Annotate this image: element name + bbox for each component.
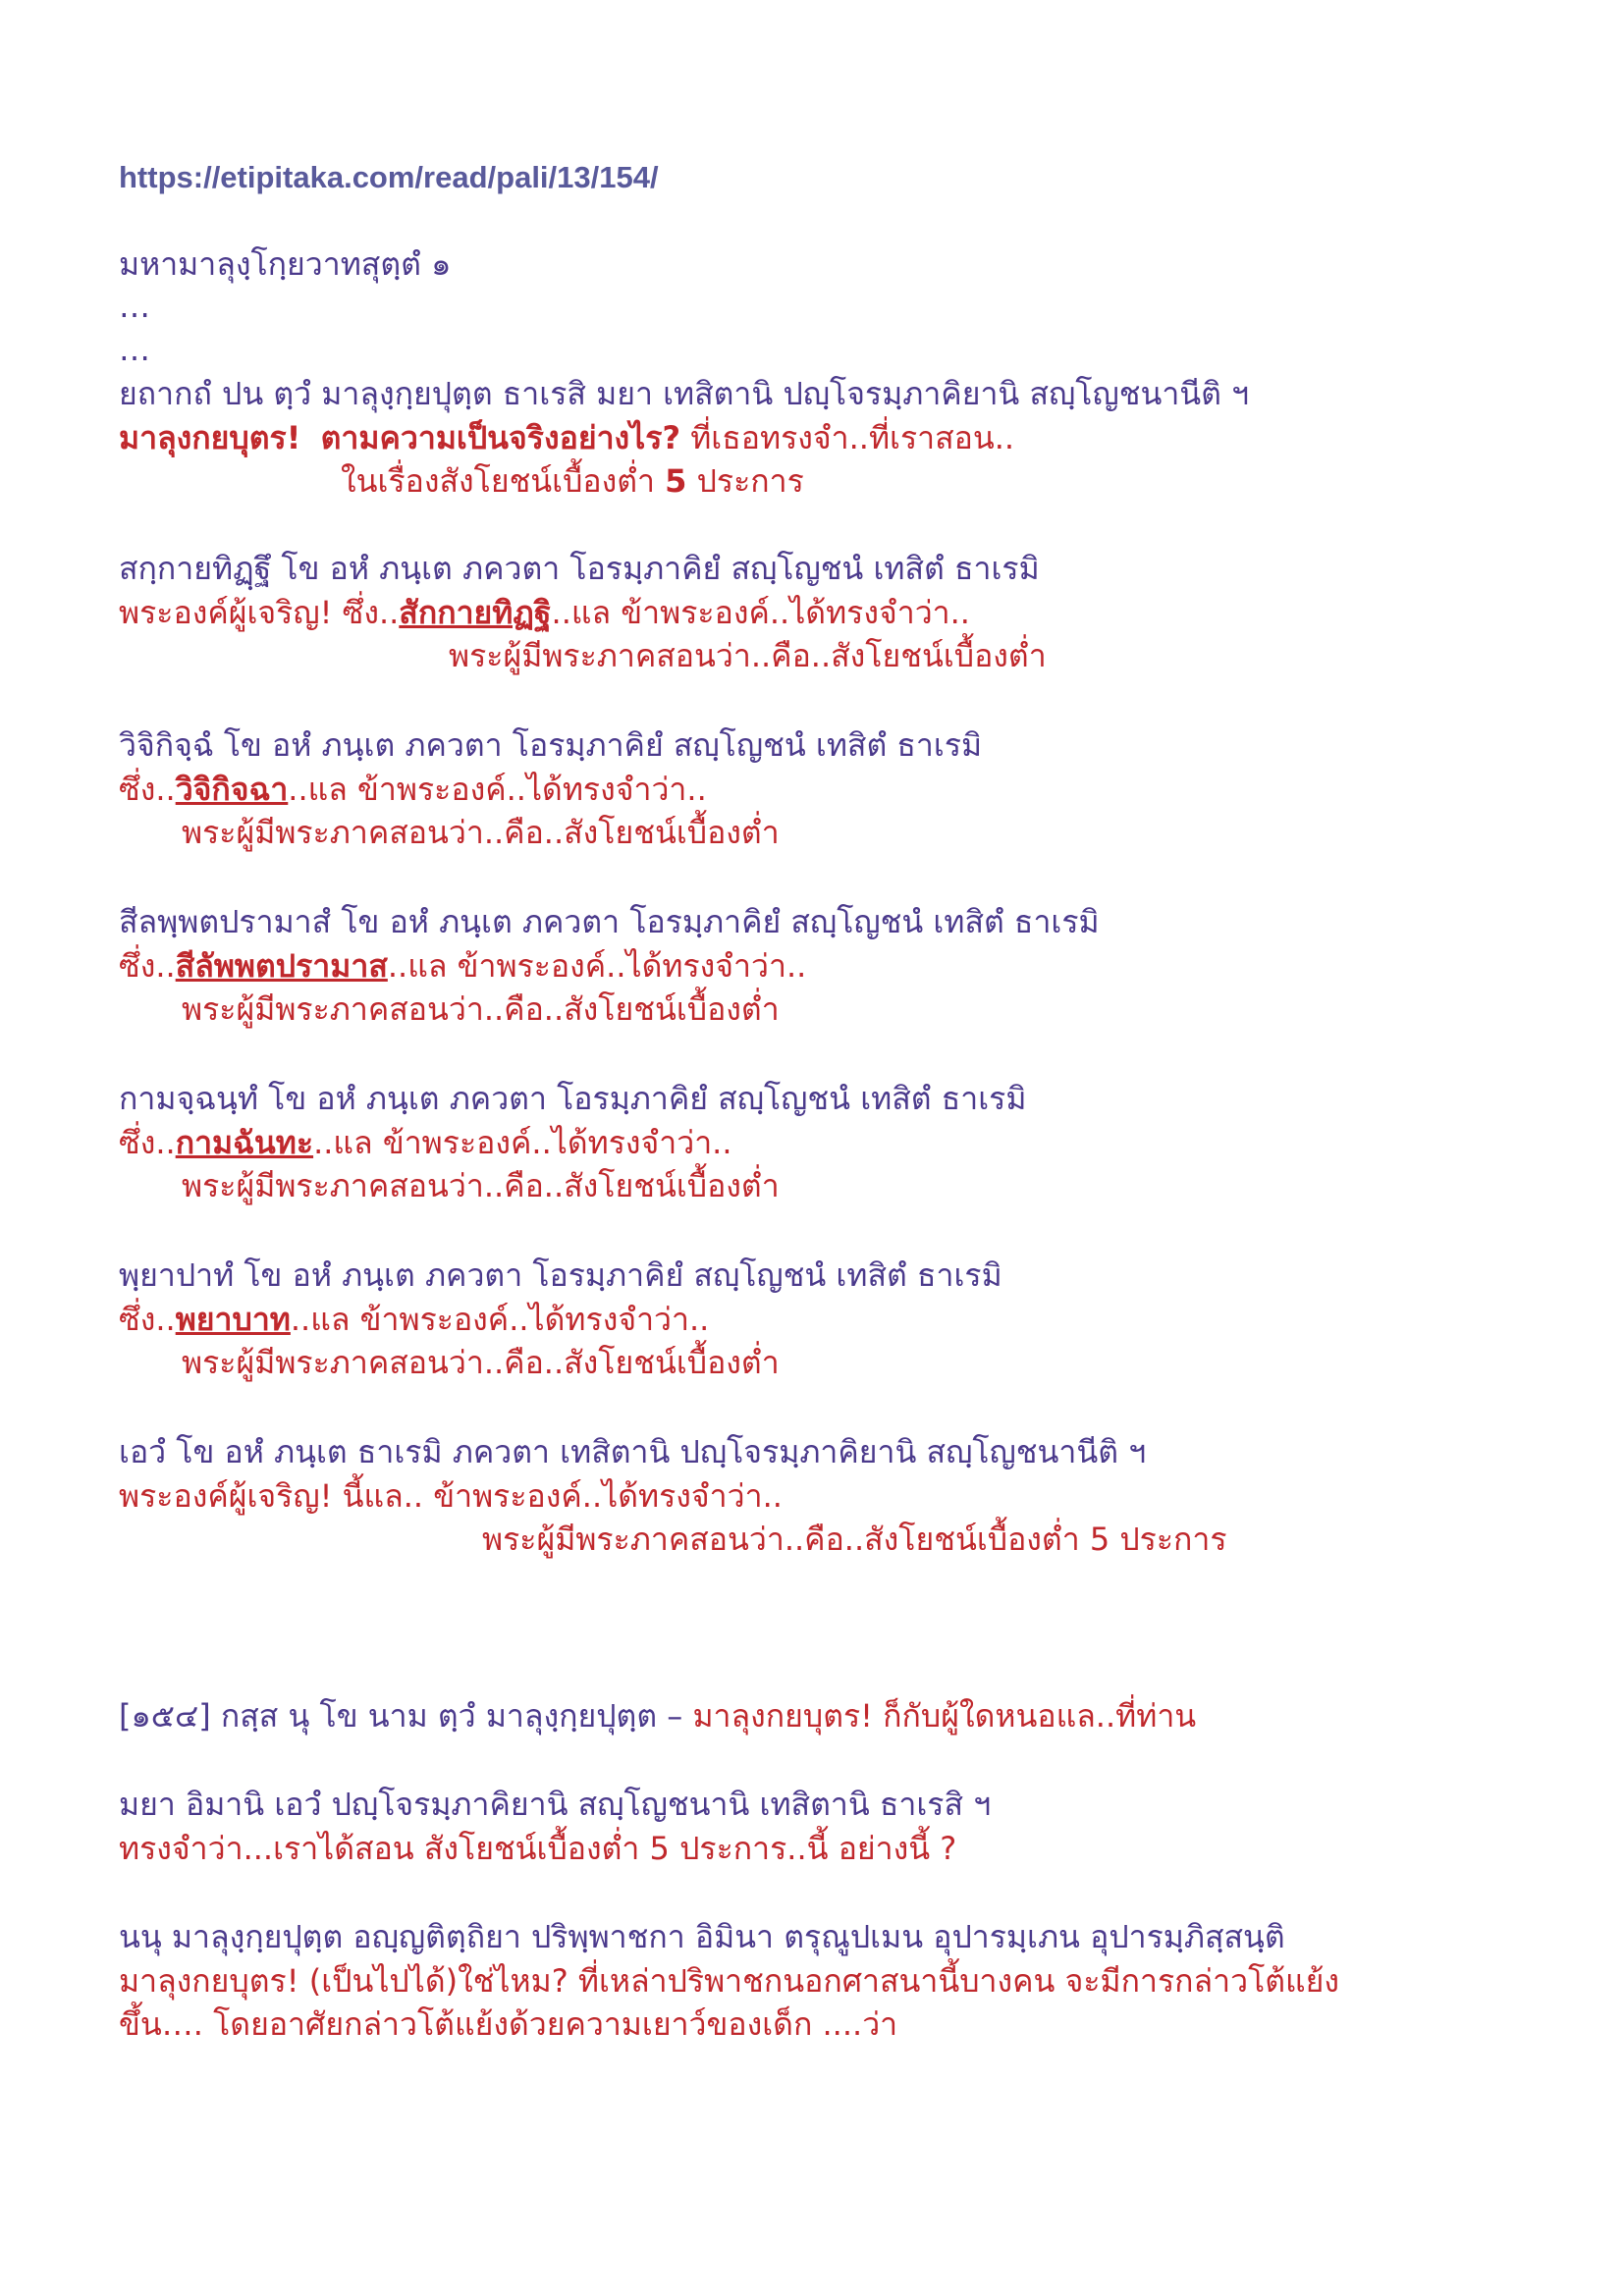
item-suffix: ..แล ข้าพระองค์..ได้ทรงจำว่า.. xyxy=(387,947,807,985)
ellipsis: … xyxy=(119,288,150,325)
item-suffix: ..แล ข้าพระองค์..ได้ทรงจำว่า.. xyxy=(551,594,970,631)
item-suffix: ..แล ข้าพระองค์..ได้ทรงจำว่า.. xyxy=(290,1301,710,1338)
section-154-pali: [๑๕๔] กสฺส นุ โข นาม ตฺวํ มาลุงฺกฺยปุตฺต – xyxy=(119,1697,683,1735)
item-thai xyxy=(119,594,970,631)
intro-thai-number: 5 xyxy=(665,462,687,500)
item-thai xyxy=(119,771,707,808)
summary-thai-line2: พระผู้มีพระภาคสอนว่า..คือ..สังโยชน์เบื้องต่ำ 5 ประการ xyxy=(482,1521,1227,1558)
para3-thai: มาลุงกยบุตร! (เป็นไปได้)ใช่ไหม? ที่เหล่าปริพาชกนอกศาสนานี้บางคน จะมีการกล่าวโต้แย้ง xyxy=(119,1962,1340,2000)
section-154-thai: มาลุงกยบุตร! ก็กับผู้ใดหนอแล..ที่ท่าน xyxy=(692,1697,1197,1735)
item-thai xyxy=(119,947,807,985)
item-prefix: พระองค์ผู้เจริญ! ซึ่ง.. xyxy=(119,594,400,631)
item-pali: วิจิกิจฺฉํ โข อหํ ภนฺเต ภควตา โอรมฺภาคิยํ สญฺโญชนํ เทสิตํ ธาเรมิ xyxy=(119,726,983,764)
item-term: กามฉันทะ xyxy=(175,1124,314,1161)
summary-thai: พระองค์ผู้เจริญ! นี้แล.. ข้าพระองค์..ได้ทรงจำว่า.. xyxy=(119,1477,783,1515)
para3-thai-line2: ขึ้น…. โดยอาศัยกล่าวโต้แย้งด้วยความเยาว์ของเด็ก ....ว่า xyxy=(119,2005,898,2043)
intro-thai-topic: ในเรื่องสังโยชน์เบื้องต่ำ xyxy=(341,462,655,500)
item-thai xyxy=(119,1124,732,1161)
item-suffix: ..แล ข้าพระองค์..ได้ทรงจำว่า.. xyxy=(288,771,707,808)
sutta-title: มหามาลุงฺโกฺยวาทสุตฺตํ ๑ xyxy=(119,245,452,283)
item-prefix: ซึ่ง.. xyxy=(119,947,176,985)
item-suffix: ..แล ข้าพระองค์..ได้ทรงจำว่า.. xyxy=(313,1124,732,1161)
para2-thai: ทรงจำว่า...เราได้สอน สังโยชน์เบื้องต่ำ 5 ประการ..นี้ อย่างนี้ ? xyxy=(119,1830,957,1867)
item-pali: สกฺกายทิฏฺฐึ โข อหํ ภนฺเต ภควตา โอรมฺภาคิยํ สญฺโญชนํ เทสิตํ ธาเรมิ xyxy=(119,550,1040,587)
item-prefix: ซึ่ง.. xyxy=(119,771,176,808)
source-url[interactable]: https://etipitaka.com/read/pali/13/154/ xyxy=(119,160,659,194)
intro-thai-address: มาลุงกยบุตร! xyxy=(119,419,301,456)
ellipsis: … xyxy=(119,331,150,368)
para3-pali: นนุ มาลุงฺกฺยปุตฺต อญฺญติตฺถิยา ปริพฺพาชกา อิมินา ตรุณูปเมน อุปารมฺเภน อุปารมฺภิสฺสนฺติ xyxy=(119,1918,1285,1955)
section-154 xyxy=(119,1697,1197,1735)
item-term: พยาบาท xyxy=(175,1301,291,1338)
item-pali: กามจฺฉนฺทํ โข อหํ ภนฺเต ภควตา โอรมฺภาคิยํ สญฺโญชนํ เทสิตํ ธาเรมิ xyxy=(119,1080,1027,1117)
item-prefix: ซึ่ง.. xyxy=(119,1124,176,1161)
intro-pali: ยถากถํ ปน ตฺวํ มาลุงฺกฺยปุตฺต ธาเรสิ มยา เทสิตานิ ปญฺโจรมฺภาคิยานิ สญฺโญชนานีติ ฯ xyxy=(119,375,1250,412)
item-thai-line2: พระผู้มีพระภาคสอนว่า..คือ..สังโยชน์เบื้องต่ำ xyxy=(449,637,1047,674)
intro-thai-question: ตามความเป็นจริงอย่างไร? xyxy=(320,419,681,456)
item-thai-line2: พระผู้มีพระภาคสอนว่า..คือ..สังโยชน์เบื้องต่ำ xyxy=(182,1344,780,1381)
item-thai-line2: พระผู้มีพระภาคสอนว่า..คือ..สังโยชน์เบื้องต่ำ xyxy=(182,814,780,851)
item-thai xyxy=(119,1301,710,1338)
summary-pali: เอวํ โข อหํ ภนฺเต ธาเรมิ ภควตา เทสิตานิ ปญฺโจรมฺภาคิยานิ สญฺโญชนานีติ ฯ xyxy=(119,1433,1147,1470)
item-pali: พฺยาปาทํ โข อหํ ภนฺเต ภควตา โอรมฺภาคิยํ สญฺโญชนํ เทสิตํ ธาเรมิ xyxy=(119,1256,1002,1294)
item-pali: สีลพฺพตปรามาสํ โข อหํ ภนฺเต ภควตา โอรมฺภาคิยํ สญฺโญชนํ เทสิตํ ธาเรมิ xyxy=(119,903,1100,940)
item-term: วิจิกิจฉา xyxy=(175,771,289,808)
intro-thai-unit: ประการ xyxy=(696,462,804,500)
para2-pali: มยา อิมานิ เอวํ ปญฺโจรมฺภาคิยานิ สญฺโญชนานิ เทสิตานิ ธาเรสิ ฯ xyxy=(119,1786,992,1823)
item-term: สีลัพพตปรามาส xyxy=(175,947,388,985)
item-thai-line2: พระผู้มีพระภาคสอนว่า..คือ..สังโยชน์เบื้องต่ำ xyxy=(182,990,780,1028)
item-thai-line2: พระผู้มีพระภาคสอนว่า..คือ..สังโยชน์เบื้องต่ำ xyxy=(182,1167,780,1204)
intro-thai xyxy=(119,419,1015,456)
item-term: สักกายทิฏฐิ xyxy=(399,594,552,631)
intro-thai-line2 xyxy=(341,462,804,500)
intro-thai-clause: ที่เธอทรงจำ..ที่เราสอน.. xyxy=(690,419,1015,456)
item-prefix: ซึ่ง.. xyxy=(119,1301,176,1338)
